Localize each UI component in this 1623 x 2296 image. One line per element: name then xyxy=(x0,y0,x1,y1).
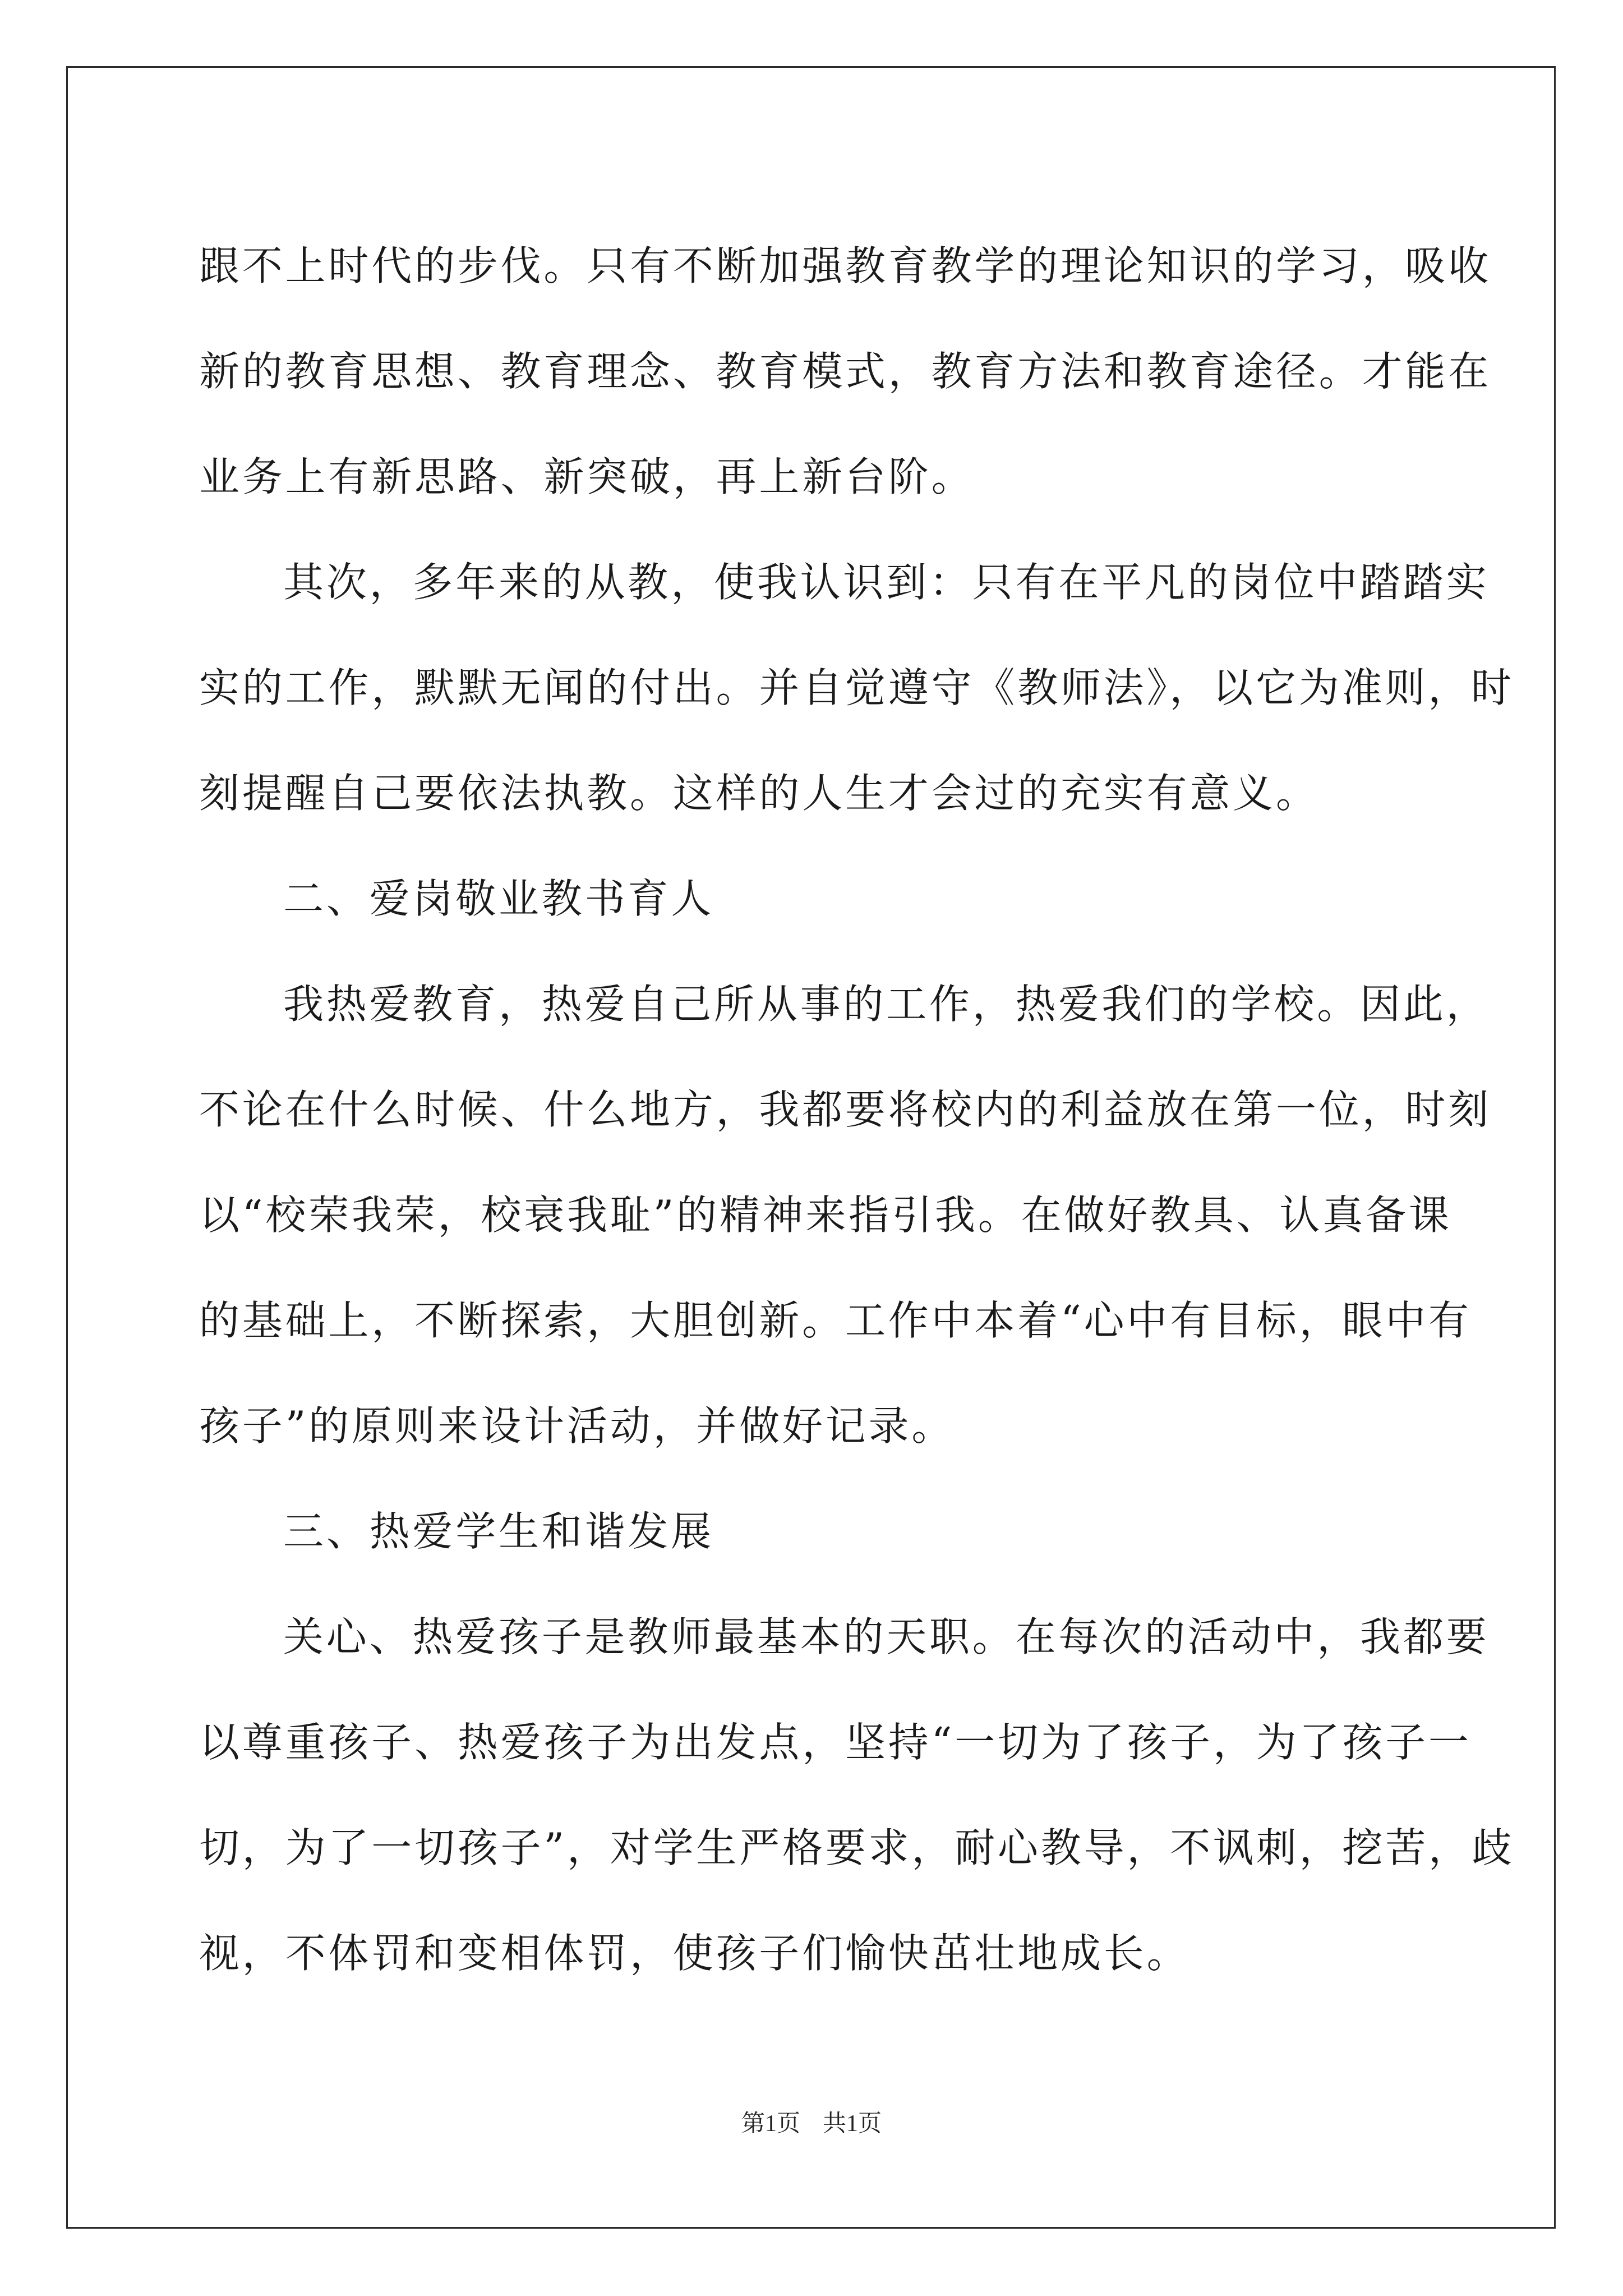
page-number-current: 第1页 xyxy=(741,2111,800,2137)
page-footer xyxy=(0,2105,1623,2138)
body-line: 切，为了一切孩子”，对学生严格要求，耐心教导，不讽刺，挖苦，歧 xyxy=(199,1824,1515,1871)
document-body xyxy=(199,213,1515,2006)
body-line: 实的工作，默默无闻的付出。并自觉遵守《教师法》，以它为准则，时 xyxy=(199,664,1514,711)
section-heading: 二、爱岗敬业教书育人 xyxy=(283,875,714,922)
body-line: 关心、热爱孩子是教师最基本的天职。在每次的活动中，我都要 xyxy=(283,1613,1490,1660)
section-heading: 三、热爱学生和谐发展 xyxy=(283,1508,714,1555)
body-line: 的基础上，不断探索，大胆创新。工作中本着“心中有目标，眼中有 xyxy=(199,1297,1472,1344)
body-line: 新的教育思想、教育理念、教育模式，教育方法和教育途径。才能在 xyxy=(199,348,1492,395)
body-line: 不论在什么时候、什么地方，我都要将校内的利益放在第一位，时刻 xyxy=(199,1086,1492,1133)
body-line: 我热爱教育，热爱自己所从事的工作，热爱我们的学校。因此， xyxy=(283,981,1490,1028)
body-line: 跟不上时代的步伐。只有不断加强教育教学的理论知识的学习，吸收 xyxy=(199,242,1492,289)
page-number-total: 共1页 xyxy=(823,2111,882,2137)
body-line: 其次，多年来的从教，使我认识到：只有在平凡的岗位中踏踏实 xyxy=(283,559,1490,606)
body-line: 以尊重孩子、热爱孩子为出发点，坚持“一切为了孩子，为了孩子一 xyxy=(199,1719,1472,1766)
body-line: 视，不体罚和变相体罚，使孩子们愉快茁壮地成长。 xyxy=(199,1930,1190,1977)
body-line: 刻提醒自己要依法执教。这样的人生才会过的充实有意义。 xyxy=(199,770,1319,817)
body-line: 以“校荣我荣，校衰我耻”的精神来指引我。在做好教具、认真备课 xyxy=(199,1191,1452,1239)
body-line: 业务上有新思路、新突破，再上新台阶。 xyxy=(199,453,975,500)
body-line: 孩子”的原则来设计活动，并做好记录。 xyxy=(199,1402,955,1450)
